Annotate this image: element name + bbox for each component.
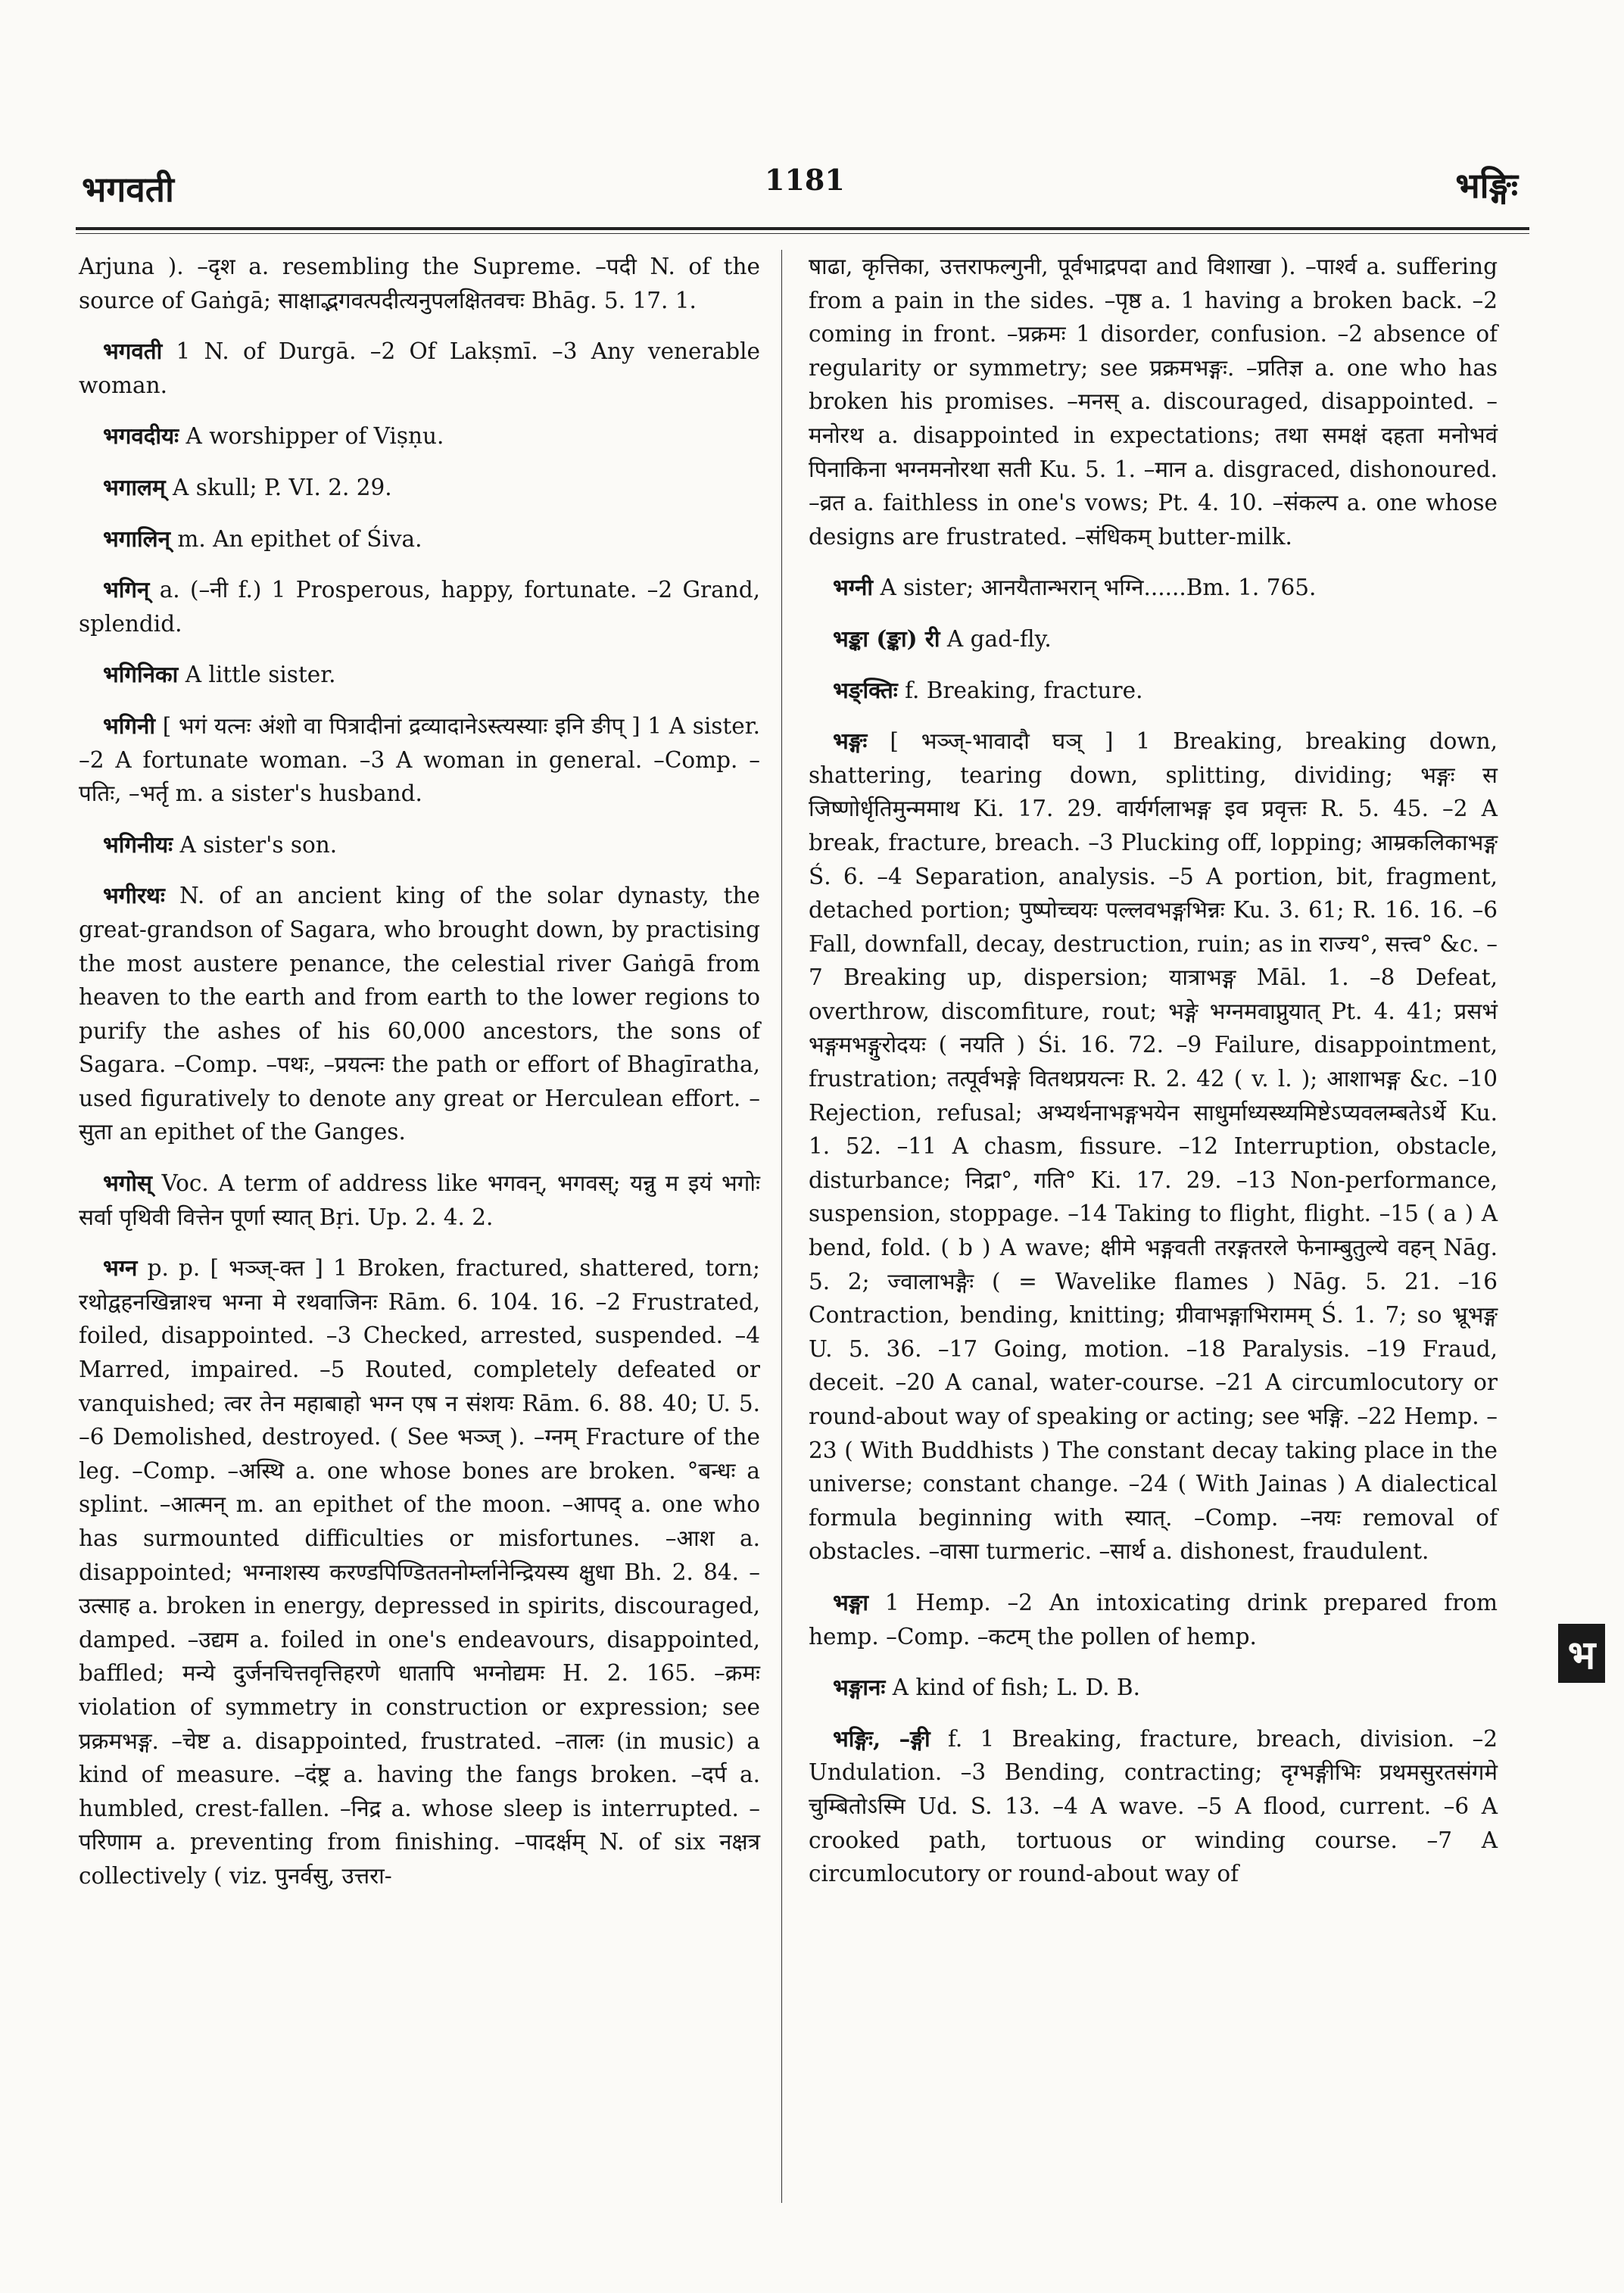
entry-definition: A little sister. xyxy=(185,662,336,688)
entry-headword: भगालिन् xyxy=(103,525,171,552)
entry-definition: 1 Hemp. –2 An intoxicating drink prepared from hemp. –Comp. –कटम् the pollen of hemp. xyxy=(809,1589,1498,1650)
column-divider xyxy=(781,250,782,2203)
dictionary-entry xyxy=(809,622,1498,656)
entry-headword: भग्नी xyxy=(833,574,874,601)
dictionary-entry xyxy=(79,828,760,862)
dictionary-entry xyxy=(809,250,1498,553)
entry-headword: भगिनिका xyxy=(103,661,179,688)
entry-definition: A kind of fish; L. D. B. xyxy=(892,1675,1140,1701)
entry-definition: Voc. A term of address like भगवन्, भगवस्; यन्नु म इयं भगोः सर्वा पृथिवी वित्तेन पूर्णा स्यात् Bṛi. Up. 2. 4. 2. xyxy=(79,1170,760,1230)
entry-headword: भङ्गः xyxy=(833,727,868,755)
entry-definition: षाढा, कृत्तिका, उत्तराफल्गुनी, पूर्वभाद्रपदा and विशाखा ). –पार्श्व a. suffering from a pain in the sides. –पृष्ठ a. 1 having a broken back. –2 coming in front. –प्रक्रमः 1 disorder, confusion. –2 absence of regularity or symmetry; see प्रक्रमभङ्गः. –प्रतिज्ञ a. one who has broken his promises. –मनस् a. discouraged, disappointed. –मनोरथ a. disappointed in expectations; तथा समक्षं दहता मनोभवं पिनाकिना भग्नमनोरथा सती Ku. 5. 1. –मान a. disgraced, dishonoured. –व्रत a. faithless in one's vows; Pt. 4. 10. –संकल्प a. one whose designs are frustrated. –संधिकम् butter-milk. xyxy=(809,254,1498,550)
entry-definition: 1 N. of Durgā. –2 Of Lakṣmī. –3 Any venerable woman. xyxy=(79,338,760,398)
entry-headword: भगीरथः xyxy=(103,882,165,909)
entry-headword: भङ्गा xyxy=(833,1588,869,1615)
header-right-catchword: भङ्गिः xyxy=(1455,165,1518,206)
dictionary-entry xyxy=(809,571,1498,605)
dictionary-entry xyxy=(809,724,1498,1569)
dictionary-entry xyxy=(79,1251,760,1893)
dictionary-entry xyxy=(809,674,1498,708)
dictionary-entry xyxy=(79,658,760,692)
thumb-index-tab: भ xyxy=(1558,1624,1605,1683)
dictionary-entry xyxy=(79,879,760,1149)
entry-headword: भङ्गिः, –ङ्गी xyxy=(833,1724,930,1752)
entry-definition: f. Breaking, fracture. xyxy=(905,677,1143,703)
dictionary-entry xyxy=(79,419,760,453)
entry-headword: भगिनीयः xyxy=(103,830,173,858)
entry-headword: भङ्क्तिः xyxy=(833,676,898,703)
dictionary-entry xyxy=(809,1586,1498,1653)
dictionary-entry xyxy=(809,1671,1498,1705)
dictionary-entry xyxy=(809,1722,1498,1891)
entry-definition: N. of an ancient king of the solar dynasty, the great-grandson of Sagara, who brought down, by practising the most austere penance, the celestial river Gaṅgā from heaven to the earth and from earth to the lower regions to purify the ashes of his 60,000 ancestors, the sons of Sagara. –Comp. –पथः, –प्रयत्नः the path or effort of Bhagīratha, used figuratively to denote any great or Herculean effort. –सुता an epithet of the Ganges. xyxy=(79,883,760,1145)
entry-definition: m. An epithet of Śiva. xyxy=(177,525,422,552)
entry-headword: भगवदीयः xyxy=(103,422,179,450)
entry-definition: A gad-fly. xyxy=(946,625,1052,652)
entry-headword: भङ्गानः xyxy=(833,1674,886,1701)
right-column xyxy=(809,250,1498,1908)
page-number: 1181 xyxy=(765,163,845,197)
entry-definition: A skull; P. VI. 2. 29. xyxy=(173,474,392,500)
dictionary-entry xyxy=(79,573,760,640)
entry-headword: भङ्का (ङ्का) री xyxy=(833,625,940,652)
entry-definition: Arjuna ). –दृश a. resembling the Supreme. –पदी N. of the source of Gaṅgā; साक्षाद्भगवत्पदीत्यनुपलक्षितवचः Bhāg. 5. 17. 1. xyxy=(79,254,760,313)
entry-definition: A sister; आनयैतान्भरान् भग्नि......Bm. 1. 765. xyxy=(880,575,1317,601)
dictionary-entry xyxy=(79,250,760,317)
dictionary-entry xyxy=(79,471,760,505)
dictionary-entry xyxy=(79,522,760,556)
dictionary-entry xyxy=(79,709,760,811)
header-rule-thick xyxy=(76,227,1529,230)
entry-headword: भगवती xyxy=(103,338,163,365)
entry-headword: भगिन् xyxy=(103,576,150,603)
entry-headword: भग्न xyxy=(103,1254,138,1282)
entry-definition: a. (–नी f.) 1 Prosperous, happy, fortunate. –2 Grand, splendid. xyxy=(79,577,760,637)
header-rule-thin xyxy=(76,233,1529,234)
entry-definition: A worshipper of Viṣṇu. xyxy=(185,423,444,450)
entry-definition: [ भञ्ज्-भावादौ घञ् ] 1 Breaking, breaking down, shattering, tearing down, splitting, dividing; भङ्गः स जिष्णोर्धृतिमुन्ममाथ Ki. 17. 29. वार्यर्गलाभङ्ग इव प्रवृत्तः R. 5. 45. –2 A break, fracture, breach. –3 Plucking off, lopping; आम्रकलिकाभङ्ग Ś. 6. –4 Separation, analysis. –5 A portion, bit, fragment, detached portion; पुष्पोच्चयः पल्लवभङ्गभिन्नः Ku. 3. 61; R. 16. 16. –6 Fall, downfall, decay, destruction, ruin; as in राज्य°, सत्त्व° &c. –7 Breaking up, dispersion; यात्राभङ्ग Māl. 1. –8 Defeat, overthrow, discomfiture, rout; भङ्गे भग्नमवाप्नुयात् Pt. 4. 41; प्रसभं भङ्गमभङ्गुरोदयः ( नयति ) Śi. 16. 72. –9 Failure, disappointment, frustration; तत्पूर्वभङ्गे वितथप्रयत्नः R. 2. 42 ( v. l. ); आशाभङ्ग &c. –10 Rejection, refusal; अभ्यर्थनाभङ्गभयेन साधुर्माध्यस्थ्यमिष्टेऽप्यवलम्बतेऽर्थे Ku. 1. 52. –11 A chasm, fissure. –12 Interruption, obstacle, disturbance; निद्रा°, गति° Ki. 17. 29. –13 Non-performance, suspension, stoppage. –14 Taking to flight, flight. –15 ( a ) A bend, fold. ( b ) A wave; क्षीमे भङ्गवती तरङ्गतरले फेनाम्बुतुल्ये वहन् Nāg. 5. 2; ज्वालाभङ्गैः ( = Wavelike flames ) Nāg. 5. 21. –16 Contraction, bending, knitting; ग्रीवाभङ्गाभिरामम् Ś. 1. 7; so भ्रूभङ्ग U. 5. 36. –17 Going, motion. –18 Paralysis. –19 Fraud, deceit. –20 A canal, water-course. –21 A circumlocutory or round-about way of speaking or acting; see भङ्गि. –22 Hemp. –23 ( With Buddhists ) The constant decay taking place in the universe; constant change. –24 ( With Jainas ) A dialectical formula beginning with स्यात्. –Comp. –नयः removal of obstacles. –वासा turmeric. –सार्थ a. dishonest, fraudulent. xyxy=(809,728,1498,1565)
entry-definition: A sister's son. xyxy=(179,831,338,858)
dictionary-entry xyxy=(79,1167,760,1234)
dictionary-entry xyxy=(79,335,760,402)
entry-headword: भगोस् xyxy=(103,1170,152,1197)
entry-headword: भगिनी xyxy=(103,712,156,739)
entry-definition: f. 1 Breaking, fracture, breach, division. –2 Undulation. –3 Bending, contracting; दृग्भङ्गीभिः प्रथमसुरतसंगमे चुम्बितोऽस्मि Ud. S. 13. –4 A wave. –5 A flood, current. –6 A crooked path, tortuous or winding course. –7 A circumlocutory or round-about way of xyxy=(809,1725,1498,1887)
header-left-catchword: भगवती xyxy=(82,169,174,210)
left-column xyxy=(79,250,760,1911)
entry-headword: भगालम् xyxy=(103,473,166,500)
entry-definition: [ भगं यत्नः अंशो वा पित्रादीनां द्रव्यादानेऽस्त्यस्याः इनि ङीप् ] 1 A sister. –2 A fortunate woman. –3 A woman in general. –Comp. –पतिः, –भर्तृ m. a sister's husband. xyxy=(79,712,760,807)
entry-definition: p. p. [ भञ्ज्-क्त ] 1 Broken, fractured, shattered, torn; रथोद्वहनखिन्नाश्च भग्ना मे रथवाजिनः Rām. 6. 104. 16. –2 Frustrated, foiled, disappointed. –3 Checked, arrested, suspended. –4 Marred, impaired. –5 Routed, completely defeated or vanquished; त्वर तेन महाबाहो भग्न एष न संशयः Rām. 6. 88. 40; U. 5. –6 Demolished, destroyed. ( See भञ्ज् ). –ग्नम् Fracture of the leg. –Comp. –अस्थि a. one whose bones are broken. °बन्धः a splint. –आत्मन् m. an epithet of the moon. –आपद् a. one who has surmounted difficulties or misfortunes. –आश a. disappointed; भग्नाशस्य करण्डपिण्डिततनोर्म्लानेन्द्रियस्य क्षुधा Bh. 2. 84. –उत्साह a. broken in energy, depressed in spirits, discouraged, damped. –उद्यम a. foiled in one's endeavours, disappointed, baffled; मन्ये दुर्जनचित्तवृत्तिहरणे धातापि भग्नोद्यमः H. 2. 165. –क्रमः violation of symmetry in construction or expression; see प्रक्रमभङ्ग. –चेष्ट a. disappointed, frustrated. –तालः (in music) a kind of measure. –दंष्ट्र a. having the fangs broken. –दर्प a. humbled, crest-fallen. –निद्र a. whose sleep is interrupted. –परिणाम a. preventing from finishing. –पादर्क्षम् N. of six नक्षत्र collectively ( viz. पुनर्वसु, उत्तरा- xyxy=(79,1255,760,1889)
